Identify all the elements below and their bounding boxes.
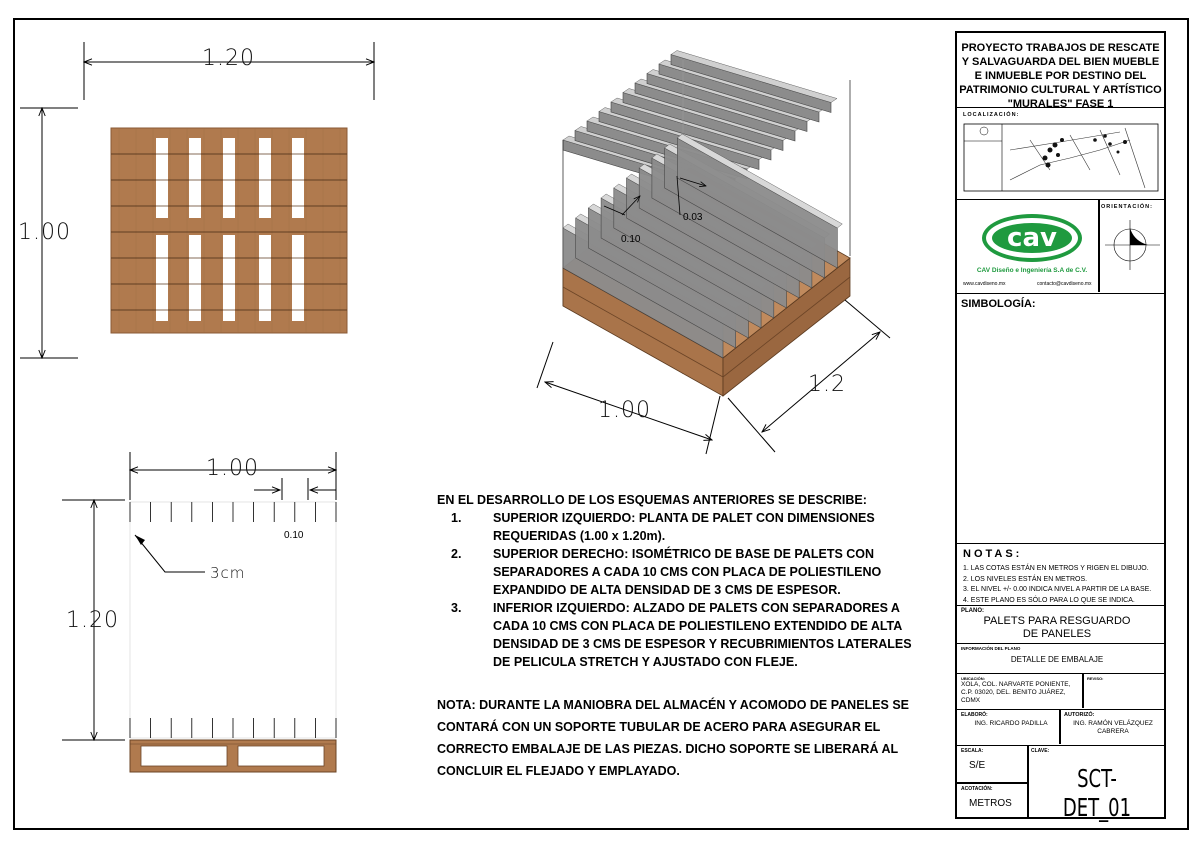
iso-width-label: 1.00 <box>598 398 651 423</box>
localizacion-label: LOCALIZACIÓN: <box>963 112 1020 118</box>
item-number: 2. <box>451 547 462 561</box>
nota-item: 1. LAS COTAS ESTÁN EN METROS Y RIGEN EL DIBUJO. <box>963 565 1149 572</box>
item-number: 3. <box>451 601 462 615</box>
notas-section <box>957 544 1164 606</box>
ubicacion-label: UBICACIÓN: <box>961 676 985 681</box>
description-intro: EN EL DESARROLLO DE LOS ESQUEMAS ANTERIORES SE DESCRIBE: <box>437 493 867 507</box>
plano-label: PLANO: <box>961 608 984 614</box>
acotacion-value: METROS <box>969 798 1012 809</box>
description-item <box>437 509 927 545</box>
plan-gap <box>156 235 168 321</box>
nota-item: 3. EL NIVEL +/- 0.00 INDICA NIVEL A PARTIR DE LA BASE. <box>963 586 1152 593</box>
company-website: www.cavdiseno.mx <box>963 281 1006 287</box>
plan-gap <box>292 235 304 321</box>
clave-label: CLAVE: <box>1031 748 1050 754</box>
clave-section <box>957 746 1164 822</box>
ubicacion-value: XOLA, COL. NARVARTE PONIENTE, C.P. 03020, DEL. BENITO JUÁREZ, CDMX <box>961 681 1071 704</box>
localizacion-section <box>957 108 1164 200</box>
company-email: contacto@cavdiseno.mx <box>1037 281 1092 287</box>
elev-spacing-label: 0.10 <box>284 530 304 541</box>
info-label: INFORMACIÓN DEL PLANO <box>961 646 1021 651</box>
nota-item: 2. LOS NIVELES ESTÁN EN METROS. <box>963 575 1088 583</box>
description-item <box>437 545 927 599</box>
company-name: CAV Diseño e Ingeniería S.A de C.V. <box>976 267 1088 274</box>
description-item <box>437 599 927 671</box>
simbologia-label: SIMBOLOGÍA: <box>961 298 1036 310</box>
elev-pallet <box>130 740 336 772</box>
description-block <box>437 491 927 671</box>
elev-separators <box>130 502 336 738</box>
plan-height-label: 1.00 <box>18 220 71 245</box>
item-text: INFERIOR IZQUIERDO: ALZADO DE PALETS CON SEPARADORES A CADA 10 CMS CON PLACA DE POLIESTILENO EXTENDIDO DE ALTA DENSIDAD DE 3 CMS DE ESPESOR Y RECUBRIMIENTOS LATERALES DE PELICULA STRETCH Y AJUSTADO CON FLEJE. <box>493 601 912 669</box>
iso-thickness-label: 0.03 <box>683 212 703 223</box>
info-value: DETALLE DE EMBALAJE <box>1010 655 1104 664</box>
description-note: NOTA: DURANTE LA MANIOBRA DEL ALMACÉN Y ACOMODO DE PANELES SE CONTARÁ CON UN SOPORTE TUBULAR DE ACERO PARA ASEGURAR EL CORRECTO EMBALAJE DE LAS PIEZAS. DICHO SOPORTE SE LIBERARÁ AL CONCLUIR EL FLEJADO Y EMPLAYADO. <box>437 698 910 778</box>
iso-spacing-label: 0.10 <box>621 234 641 245</box>
orientacion-label: ORIENTACIÓN: <box>1101 204 1153 210</box>
elev-offset-label: 3cm <box>210 564 246 582</box>
cav-logo <box>982 214 1082 262</box>
item-text: SUPERIOR DERECHO: ISOMÉTRICO DE BASE DE PALETS CON SEPARADORES A CADA 10 CMS CON PLACA DE POLIESTILENO EXPANDIDO DE ALTA DENSIDAD DE 3 CMS DE ESPESOR. <box>493 547 882 597</box>
plan-gap <box>259 235 271 321</box>
notas-label: NOTAS: <box>963 548 1023 560</box>
autorizo-value: ING. RAMÓN VELÁZQUEZ CABRERA <box>1073 720 1153 735</box>
plano-section <box>957 606 1164 644</box>
info-section <box>957 644 1164 674</box>
title-block <box>955 31 1166 822</box>
elaboro-value: ING. RICARDO PADILLA <box>974 720 1048 727</box>
autorizo-label: AUTORIZÓ: <box>1064 712 1095 718</box>
elaboro-label: ELABORÓ: <box>961 712 988 718</box>
elev-width-label: 1.00 <box>206 456 259 481</box>
project-title: PROYECTO TRABAJOS DE RESCATE Y SALVAGUARDA DEL BIEN MUEBLE E INMUEBLE POR DESTINO DEL PATRIMONIO CULTURAL Y ARTÍSTICO "MURALES" FASE 1 <box>959 42 1162 110</box>
clave-value: SCT-DET_01 <box>1062 764 1132 822</box>
logo-section <box>957 200 1164 294</box>
item-number: 1. <box>451 511 462 525</box>
escala-value: S/E <box>969 760 986 771</box>
plan-width-label: 1.20 <box>202 46 255 71</box>
item-text: SUPERIOR IZQUIERDO: PLANTA DE PALET CON DIMENSIONES REQUERIDAS (1.00 x 1.20m). <box>493 511 875 543</box>
plan-gap <box>223 235 235 321</box>
elev-height-label: 1.20 <box>66 608 119 633</box>
plan-gap <box>189 235 201 321</box>
nota-item: 4. ESTE PLANO ES SÓLO PARA LO QUE SE INDICA. <box>963 596 1135 604</box>
plan-pallet <box>111 128 347 333</box>
elaboro-section <box>957 710 1164 746</box>
simbologia-section <box>957 294 1164 544</box>
project-section <box>957 33 1164 108</box>
reviso-label: REVISO: <box>1087 676 1104 681</box>
acotacion-label: ACOTACIÓN: <box>961 786 993 792</box>
plano-title: PALETS PARA RESGUARDO DE PANELES <box>983 615 1131 640</box>
escala-label: ESCALA: <box>961 748 984 754</box>
iso-depth-label: 1.2 <box>808 372 846 397</box>
notas-list <box>963 564 1151 606</box>
logo-text: cav <box>992 223 1072 253</box>
ubicacion-section <box>957 674 1164 710</box>
plan-view <box>20 42 374 358</box>
